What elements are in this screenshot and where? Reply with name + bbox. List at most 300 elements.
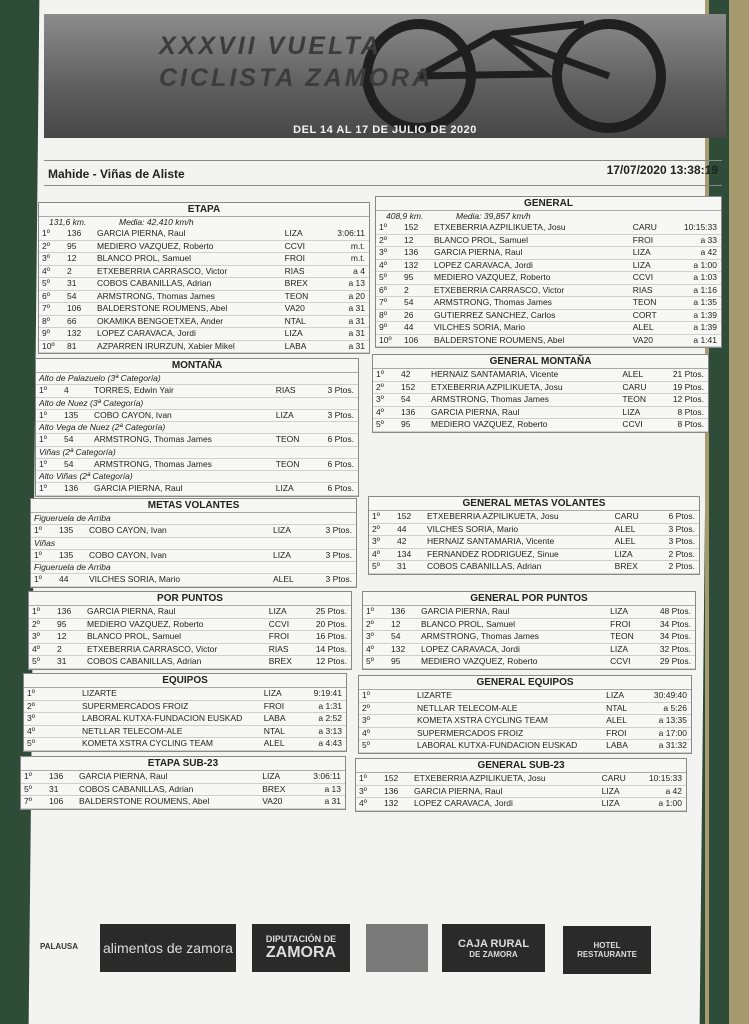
team-cell: ALEL bbox=[606, 715, 627, 725]
pos-cell: 1º bbox=[34, 549, 42, 560]
result-cell: a 13 bbox=[348, 278, 365, 288]
dorsal-cell: 132 bbox=[391, 643, 406, 654]
pos-cell: 1º bbox=[34, 525, 42, 535]
table-row bbox=[359, 690, 691, 703]
table-row bbox=[36, 385, 358, 398]
result-cell: 3 Ptos. bbox=[327, 409, 354, 420]
rider-cell: COBOS CABANILLAS, Adrian bbox=[79, 783, 194, 794]
result-cell: 10:15:33 bbox=[683, 222, 717, 232]
table-row bbox=[29, 619, 351, 632]
team-cell: CORT bbox=[632, 309, 657, 320]
table-row bbox=[356, 798, 686, 811]
section-title: GENERAL SUB-23 bbox=[356, 759, 686, 773]
table-row bbox=[39, 253, 369, 266]
climb-name: Figueruela de Arriba bbox=[31, 562, 356, 574]
rider-cell: AZPARREN IRURZUN, Xabier Mikel bbox=[97, 340, 235, 351]
rider-cell: SUPERMERCADOS FROIZ bbox=[82, 700, 189, 711]
general-metas-volantes-table bbox=[368, 496, 700, 575]
table-row bbox=[369, 524, 699, 537]
result-cell: a 1:39 bbox=[693, 309, 717, 320]
team-cell: RIAS bbox=[632, 284, 653, 295]
table-row bbox=[376, 272, 721, 285]
climb-name: Alto Viñas (2ª Categoría) bbox=[36, 471, 358, 483]
result-cell: 6 Ptos. bbox=[668, 511, 695, 521]
climb-name: Figueruela de Arriba bbox=[31, 513, 356, 525]
climb-name: Viñas (2ª Categoría) bbox=[36, 447, 358, 459]
pos-cell: 3º bbox=[359, 785, 367, 796]
team-cell: CARU bbox=[601, 773, 626, 783]
general-montana-table bbox=[372, 354, 709, 433]
section-title: POR PUNTOS bbox=[29, 592, 351, 606]
rider-cell: COBOS CABANILLAS, Adrian bbox=[87, 656, 202, 666]
dorsal-cell: 2 bbox=[404, 284, 409, 295]
pos-cell: 1º bbox=[32, 606, 40, 616]
section-title: GENERAL MONTAÑA bbox=[373, 355, 708, 369]
table-row bbox=[376, 285, 721, 298]
dorsal-cell: 136 bbox=[57, 606, 72, 616]
table-row bbox=[31, 574, 356, 587]
table-row bbox=[376, 335, 721, 348]
pos-cell: 3º bbox=[376, 394, 384, 404]
rider-cell: BLANCO PROL, Samuel bbox=[434, 234, 529, 245]
dorsal-cell: 152 bbox=[397, 511, 412, 521]
landscape-logo bbox=[366, 924, 428, 972]
team-cell: LABA bbox=[606, 740, 628, 750]
pos-cell: 5º bbox=[32, 656, 40, 666]
rider-cell: COBO CAYON, Ivan bbox=[89, 525, 167, 535]
table-row bbox=[376, 310, 721, 323]
team-cell: ALEL bbox=[272, 574, 294, 584]
pos-cell: 2º bbox=[42, 240, 50, 251]
rider-cell: MEDIERO VAZQUEZ, Roberto bbox=[97, 240, 214, 251]
dorsal-cell: 136 bbox=[49, 771, 64, 781]
dorsal-cell: 31 bbox=[49, 783, 59, 794]
distance: 408,9 km. bbox=[386, 211, 424, 221]
pos-cell: 1º bbox=[39, 409, 47, 420]
dorsal-cell: 54 bbox=[401, 394, 411, 404]
result-cell: 3 Ptos. bbox=[325, 549, 352, 560]
rider-cell: ETXEBERRIA AZPILIKUETA, Josu bbox=[414, 773, 546, 783]
table-row bbox=[376, 222, 721, 235]
rider-cell: VILCHES SORIA, Mario bbox=[434, 322, 526, 332]
caja-line2: DE ZAMORA bbox=[469, 949, 518, 959]
pos-cell: 4º bbox=[379, 259, 387, 270]
dorsal-cell: 66 bbox=[67, 315, 77, 326]
general-table bbox=[375, 196, 722, 348]
pos-cell: 4º bbox=[362, 727, 370, 738]
pos-cell: 5º bbox=[362, 740, 370, 750]
result-cell: 14 Ptos. bbox=[315, 643, 347, 654]
table-row bbox=[39, 303, 369, 316]
team-cell: FROI bbox=[284, 253, 305, 263]
pos-cell: 5º bbox=[24, 783, 32, 794]
result-cell: a 42 bbox=[665, 785, 682, 796]
pos-cell: 2º bbox=[27, 700, 35, 711]
rider-cell: LOPEZ CARAVACA, Jordi bbox=[434, 259, 533, 270]
result-cell: 48 Ptos. bbox=[659, 606, 691, 616]
pos-cell: 1º bbox=[379, 222, 387, 232]
table-row bbox=[363, 644, 695, 657]
result-cell: 30:49:40 bbox=[653, 690, 687, 700]
team-cell: ALEL bbox=[632, 322, 654, 332]
caja-rural-logo bbox=[442, 924, 545, 972]
table-row bbox=[373, 419, 708, 432]
dorsal-cell: 132 bbox=[384, 798, 399, 808]
team-cell: CCVI bbox=[622, 419, 643, 429]
rider-cell: VILCHES SORIA, Mario bbox=[427, 523, 519, 534]
result-cell: 10:15:33 bbox=[648, 773, 682, 783]
team-cell: TEON bbox=[284, 290, 309, 301]
rider-cell: TORRES, Edwin Yair bbox=[94, 385, 174, 395]
result-cell: 6 Ptos. bbox=[327, 458, 354, 469]
team-cell: CCVI bbox=[632, 272, 654, 282]
result-cell: a 1:00 bbox=[693, 259, 717, 270]
dorsal-cell: 54 bbox=[391, 631, 401, 641]
rider-cell: ETXEBERRIA AZPILIKUETA, Josu bbox=[434, 222, 566, 232]
pos-cell: 1º bbox=[376, 369, 384, 379]
dorsal-cell: 31 bbox=[67, 278, 77, 288]
team-cell: TEON bbox=[275, 458, 300, 469]
result-cell: a 31 bbox=[348, 315, 365, 326]
dorsal-cell: 54 bbox=[67, 290, 77, 301]
rider-cell: LABORAL KUTXA-FUNDACION EUSKAD bbox=[417, 740, 578, 750]
pos-cell: 4º bbox=[366, 643, 374, 654]
pos-cell: 2º bbox=[366, 618, 374, 629]
table-row bbox=[376, 322, 721, 335]
dorsal-cell: 2 bbox=[57, 643, 62, 654]
team-cell: ALEL bbox=[614, 536, 636, 546]
team-cell: LIZA bbox=[263, 688, 282, 698]
result-cell: a 31:32 bbox=[658, 740, 687, 750]
dorsal-cell: 42 bbox=[401, 369, 411, 379]
team-cell: FROI bbox=[263, 700, 285, 711]
etapa-table bbox=[38, 202, 370, 354]
result-cell: a 42 bbox=[700, 247, 717, 257]
result-cell: a 13:35 bbox=[658, 715, 687, 725]
result-cell: a 1:31 bbox=[318, 700, 342, 711]
etapa-sub23-table bbox=[20, 756, 346, 810]
team-cell: CARU bbox=[614, 511, 639, 521]
dorsal-cell: 95 bbox=[57, 618, 67, 629]
team-cell: LIZA bbox=[610, 606, 629, 616]
pos-cell: 1º bbox=[42, 228, 50, 238]
rider-cell: HERNAIZ SANTAMARIA, Vicente bbox=[427, 536, 555, 546]
pos-cell: 5º bbox=[42, 278, 50, 288]
pos-cell: 3º bbox=[372, 536, 380, 546]
team-cell: TEON bbox=[275, 434, 300, 444]
pos-cell: 4º bbox=[32, 643, 40, 654]
banner-dates: DEL 14 AL 17 DE JULIO DE 2020 bbox=[293, 124, 477, 136]
rider-cell: LOPEZ CARAVACA, Jordi bbox=[97, 328, 196, 338]
table-row bbox=[376, 247, 721, 260]
section-title: GENERAL METAS VOLANTES bbox=[369, 497, 699, 511]
pos-cell: 2º bbox=[372, 523, 380, 534]
rider-cell: ARMSTRONG, Thomas James bbox=[421, 631, 539, 641]
pos-cell: 7º bbox=[24, 796, 32, 806]
rider-cell: GARCIA PIERNA, Raul bbox=[87, 606, 176, 616]
rider-cell: GARCIA PIERNA, Raul bbox=[97, 228, 186, 238]
metas-volantes-table bbox=[30, 498, 357, 588]
team-cell: FROI bbox=[610, 618, 631, 629]
result-cell: 34 Ptos. bbox=[659, 618, 691, 629]
table-row bbox=[31, 525, 356, 538]
pos-cell: 1º bbox=[34, 574, 42, 584]
pos-cell: 1º bbox=[39, 458, 47, 469]
result-cell: 20 Ptos. bbox=[315, 618, 347, 629]
hotel-restaurante-logo: HOTEL RESTAURANTE bbox=[563, 926, 651, 974]
palausa-logo bbox=[14, 920, 104, 975]
rider-cell: ETXEBERRIA AZPILIKUETA, Josu bbox=[431, 381, 563, 392]
rider-cell: ARMSTRONG, Thomas James bbox=[94, 458, 212, 469]
diputacion-line1: DIPUTACIÓN DE bbox=[265, 934, 337, 944]
team-cell: CCVI bbox=[284, 240, 305, 251]
distance: 131,6 km. bbox=[49, 217, 87, 227]
pos-cell: 5º bbox=[376, 419, 384, 429]
table-row bbox=[39, 316, 369, 329]
rider-cell: GARCIA PIERNA, Raul bbox=[434, 247, 523, 257]
general-sub23-table bbox=[355, 758, 687, 812]
dorsal-cell: 136 bbox=[64, 483, 79, 493]
result-cell: a 5:26 bbox=[663, 702, 687, 713]
rider-cell: KOMETA XSTRA CYCLING TEAM bbox=[417, 715, 548, 725]
team-cell: NTAL bbox=[606, 702, 628, 713]
result-cell: 3 Ptos. bbox=[668, 523, 695, 534]
team-cell: LIZA bbox=[284, 228, 303, 238]
section-title: METAS VOLANTES bbox=[31, 499, 356, 513]
result-cell: 6 Ptos. bbox=[327, 483, 354, 493]
result-cell: 6 Ptos. bbox=[327, 434, 354, 444]
team-cell: LIZA bbox=[601, 785, 620, 796]
table-row bbox=[36, 483, 358, 496]
result-cell: 9:19:41 bbox=[313, 688, 342, 698]
pos-cell: 3º bbox=[362, 715, 370, 725]
dorsal-cell: 95 bbox=[391, 656, 401, 666]
result-cell: 8 Ptos. bbox=[677, 419, 704, 429]
rider-cell: ETXEBERRIA CARRASCO, Victor bbox=[97, 265, 228, 276]
dorsal-cell: 12 bbox=[391, 618, 401, 629]
result-cell: a 31 bbox=[348, 340, 365, 351]
pos-cell: 5º bbox=[27, 738, 35, 748]
result-cell: a 4 bbox=[353, 265, 365, 276]
table-row bbox=[36, 410, 358, 423]
table-row bbox=[373, 369, 708, 382]
team-cell: CCVI bbox=[268, 618, 290, 629]
rider-cell: BALDERSTONE ROUMENS, Abel bbox=[97, 303, 228, 313]
table-row bbox=[356, 773, 686, 786]
palausa-label: PALAUSA bbox=[39, 942, 79, 951]
dorsal-cell: 152 bbox=[404, 222, 419, 232]
pos-cell: 3º bbox=[379, 247, 387, 257]
dorsal-cell: 4 bbox=[64, 385, 69, 395]
team-cell: CARU bbox=[632, 222, 657, 232]
equipos-table bbox=[23, 673, 347, 752]
climb-name: Viñas bbox=[31, 538, 356, 550]
table-row bbox=[369, 511, 699, 524]
table-row bbox=[376, 260, 721, 273]
dorsal-cell: 95 bbox=[67, 240, 77, 251]
table-row bbox=[36, 459, 358, 472]
rider-cell: GARCIA PIERNA, Raul bbox=[94, 483, 183, 493]
table-row bbox=[24, 688, 346, 701]
rider-cell: COBOS CABANILLAS, Adrian bbox=[427, 561, 542, 571]
pos-cell: 4º bbox=[376, 406, 384, 417]
team-cell: VA20 bbox=[632, 334, 653, 345]
rider-cell: BLANCO PROL, Samuel bbox=[97, 253, 192, 263]
dorsal-cell: 31 bbox=[397, 561, 407, 571]
team-cell: FROI bbox=[268, 631, 290, 641]
table-row bbox=[369, 561, 699, 574]
table-row bbox=[21, 796, 345, 809]
pos-cell: 3º bbox=[42, 253, 50, 263]
pos-cell: 2º bbox=[379, 234, 387, 245]
pos-cell: 4º bbox=[42, 265, 50, 276]
dorsal-cell: 136 bbox=[401, 406, 416, 417]
rider-cell: ARMSTRONG, Thomas James bbox=[94, 434, 212, 444]
pos-cell: 5º bbox=[366, 656, 374, 666]
table-row bbox=[359, 728, 691, 741]
result-cell: 25 Ptos. bbox=[315, 606, 347, 616]
team-cell: TEON bbox=[632, 297, 657, 307]
result-cell: m.t. bbox=[350, 240, 365, 251]
dorsal-cell: 44 bbox=[59, 574, 69, 584]
team-cell: ALEL bbox=[263, 738, 285, 748]
dorsal-cell: 12 bbox=[67, 253, 77, 263]
dorsal-cell: 12 bbox=[57, 631, 67, 641]
pos-cell: 5º bbox=[379, 272, 387, 282]
team-cell: LIZA bbox=[614, 548, 633, 559]
dorsal-cell: 42 bbox=[397, 536, 407, 546]
stage-header bbox=[44, 160, 722, 186]
result-cell: 3 Ptos. bbox=[327, 385, 354, 395]
table-row bbox=[369, 536, 699, 549]
result-cell: a 1:41 bbox=[693, 334, 717, 345]
table-row bbox=[373, 394, 708, 407]
team-cell: LIZA bbox=[601, 798, 620, 808]
rider-cell: LABORAL KUTXA-FUNDACION EUSKAD bbox=[82, 713, 243, 723]
table-row bbox=[369, 549, 699, 562]
result-cell: a 13 bbox=[324, 783, 341, 794]
table-row bbox=[24, 726, 346, 739]
team-cell: LIZA bbox=[262, 771, 281, 781]
rider-cell: OKAMIKA BENGOETXEA, Ander bbox=[97, 315, 224, 326]
dorsal-cell: 135 bbox=[59, 525, 74, 535]
table-row bbox=[359, 703, 691, 716]
result-cell: a 33 bbox=[700, 234, 717, 245]
dorsal-cell: 152 bbox=[384, 773, 399, 783]
team-cell: LIZA bbox=[632, 247, 651, 257]
team-cell: LIZA bbox=[275, 483, 294, 493]
table-row bbox=[363, 619, 695, 632]
result-cell: 3 Ptos. bbox=[325, 525, 352, 535]
dorsal-cell: 132 bbox=[404, 259, 419, 270]
table-row bbox=[363, 606, 695, 619]
banner-title-line2: CICLISTA ZAMORA bbox=[159, 64, 434, 92]
dorsal-cell: 26 bbox=[404, 309, 414, 320]
team-cell: CARU bbox=[622, 381, 647, 392]
team-cell: RIAS bbox=[284, 265, 305, 276]
diputacion-zamora-logo bbox=[252, 924, 350, 972]
team-cell: LIZA bbox=[284, 328, 303, 338]
pos-cell: 3º bbox=[32, 631, 40, 641]
general-por-puntos-table bbox=[362, 591, 696, 670]
rider-cell: ARMSTRONG, Thomas James bbox=[434, 297, 552, 307]
dorsal-cell: 44 bbox=[397, 523, 407, 534]
team-cell: BREX bbox=[284, 278, 308, 288]
rider-cell: ETXEBERRIA CARRASCO, Victor bbox=[87, 643, 218, 654]
banner-title-line1: XXXVII VUELTA bbox=[159, 32, 382, 60]
result-cell: m.t. bbox=[350, 253, 365, 263]
dorsal-cell: 135 bbox=[59, 549, 74, 560]
result-cell: a 31 bbox=[324, 796, 341, 806]
table-row bbox=[31, 550, 356, 563]
rider-cell: GUTIERREZ SANCHEZ, Carlos bbox=[434, 309, 556, 320]
table-row bbox=[363, 656, 695, 669]
result-cell: 29 Ptos. bbox=[659, 656, 691, 666]
table-row bbox=[36, 434, 358, 447]
pos-cell: 1º bbox=[39, 434, 47, 444]
rider-cell: LIZARTE bbox=[82, 688, 117, 698]
table-row bbox=[39, 241, 369, 254]
pos-cell: 1º bbox=[362, 690, 370, 700]
rider-cell: GARCIA PIERNA, Raul bbox=[414, 785, 503, 796]
section-title: ETAPA bbox=[39, 203, 369, 217]
team-cell: FROI bbox=[632, 234, 654, 245]
pos-cell: 2º bbox=[32, 618, 40, 629]
pos-cell: 1º bbox=[39, 483, 47, 493]
rider-cell: ETXEBERRIA CARRASCO, Victor bbox=[434, 284, 565, 295]
result-cell: 3 Ptos. bbox=[325, 574, 352, 584]
result-cell: a 1:35 bbox=[693, 297, 717, 307]
team-cell: NTAL bbox=[284, 315, 306, 326]
pos-cell: 6º bbox=[379, 284, 387, 295]
table-row bbox=[29, 644, 351, 657]
stage-meta bbox=[376, 211, 721, 222]
rider-cell: KOMETA XSTRA CYCLING TEAM bbox=[82, 738, 213, 748]
dorsal-cell: 135 bbox=[64, 409, 79, 420]
pos-cell: 7º bbox=[379, 297, 387, 307]
rider-cell: BLANCO PROL, Samuel bbox=[87, 631, 182, 641]
table-row bbox=[39, 228, 369, 241]
team-cell: LABA bbox=[263, 713, 286, 723]
stage-name: Mahide - Viñas de Aliste bbox=[48, 167, 185, 181]
table-row bbox=[373, 382, 708, 395]
team-cell: ALEL bbox=[614, 523, 636, 534]
result-cell: a 3:13 bbox=[318, 725, 342, 736]
result-cell: 3:06:11 bbox=[313, 771, 341, 781]
team-cell: RIAS bbox=[268, 643, 289, 654]
result-cell: 2 Ptos. bbox=[668, 548, 695, 559]
section-title: GENERAL bbox=[376, 197, 721, 211]
pos-cell: 9º bbox=[379, 322, 387, 332]
pos-cell: 7º bbox=[42, 303, 50, 313]
dorsal-cell: 152 bbox=[401, 381, 416, 392]
dorsal-cell: 81 bbox=[67, 340, 77, 351]
dorsal-cell: 136 bbox=[391, 606, 406, 616]
result-cell: 21 Ptos. bbox=[672, 369, 704, 379]
table-row bbox=[29, 631, 351, 644]
team-cell: BREX bbox=[262, 783, 286, 794]
table-row bbox=[24, 713, 346, 726]
result-cell: 32 Ptos. bbox=[659, 643, 691, 654]
table-row bbox=[376, 235, 721, 248]
rider-cell: COBO CAYON, Ivan bbox=[94, 409, 172, 420]
team-cell: LIZA bbox=[632, 259, 651, 270]
pos-cell: 6º bbox=[42, 290, 50, 301]
table-row bbox=[39, 341, 369, 354]
dorsal-cell: 106 bbox=[67, 303, 82, 313]
dorsal-cell: 132 bbox=[67, 328, 82, 338]
table-row bbox=[21, 771, 345, 784]
